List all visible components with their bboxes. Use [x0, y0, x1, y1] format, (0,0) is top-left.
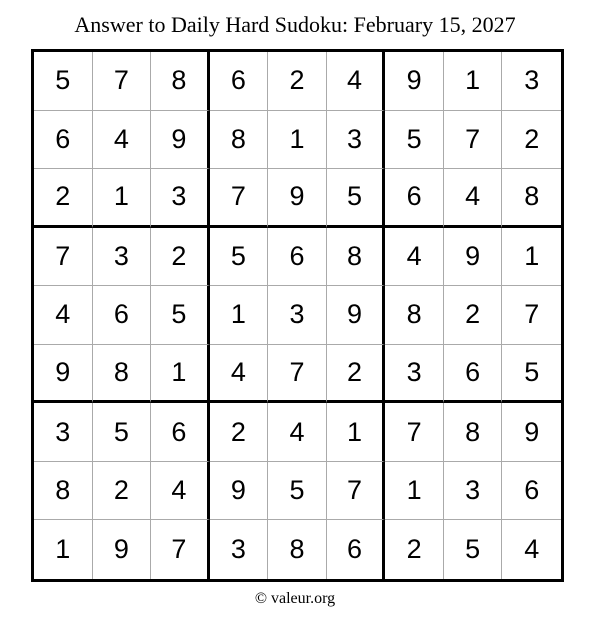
- sudoku-cell-r7-c8: 8: [444, 403, 503, 462]
- sudoku-cell-r1-c2: 7: [93, 52, 152, 111]
- sudoku-cell-r6-c1: 9: [34, 345, 93, 404]
- sudoku-cell-r5-c3: 5: [151, 286, 210, 345]
- sudoku-cell-r2-c5: 1: [268, 111, 327, 170]
- sudoku-cell-r7-c9: 9: [502, 403, 561, 462]
- copyright-footer: © valeur.org: [254, 590, 336, 607]
- sudoku-cell-r7-c4: 2: [210, 403, 269, 462]
- sudoku-cell-r2-c1: 6: [34, 111, 93, 170]
- page-title: Answer to Daily Hard Sudoku: February 15, 2027: [74, 12, 516, 37]
- sudoku-cell-r5-c7: 8: [385, 286, 444, 345]
- sudoku-cell-r2-c3: 9: [151, 111, 210, 170]
- sudoku-cell-r1-c7: 9: [385, 52, 444, 111]
- sudoku-cell-r2-c9: 2: [502, 111, 561, 170]
- sudoku-cell-r4-c8: 9: [444, 228, 503, 287]
- sudoku-cell-r5-c8: 2: [444, 286, 503, 345]
- sudoku-cell-r3-c4: 7: [210, 169, 269, 228]
- sudoku-cell-r8-c8: 3: [444, 462, 503, 521]
- sudoku-cell-r1-c9: 3: [502, 52, 561, 111]
- sudoku-cell-r9-c4: 3: [210, 520, 269, 579]
- sudoku-cell-r2-c6: 3: [327, 111, 386, 170]
- sudoku-cell-r1-c5: 2: [268, 52, 327, 111]
- sudoku-cell-r6-c6: 2: [327, 345, 386, 404]
- sudoku-cell-r8-c3: 4: [151, 462, 210, 521]
- sudoku-cell-r4-c3: 2: [151, 228, 210, 287]
- sudoku-cell-r9-c5: 8: [268, 520, 327, 579]
- sudoku-cell-r5-c2: 6: [93, 286, 152, 345]
- sudoku-cell-r4-c2: 3: [93, 228, 152, 287]
- sudoku-cell-r6-c3: 1: [151, 345, 210, 404]
- sudoku-cell-r6-c7: 3: [385, 345, 444, 404]
- sudoku-cell-r7-c7: 7: [385, 403, 444, 462]
- sudoku-cell-r3-c8: 4: [444, 169, 503, 228]
- sudoku-cell-r4-c6: 8: [327, 228, 386, 287]
- sudoku-cell-r9-c1: 1: [34, 520, 93, 579]
- sudoku-cell-r8-c5: 5: [268, 462, 327, 521]
- sudoku-cell-r3-c3: 3: [151, 169, 210, 228]
- sudoku-cell-r9-c3: 7: [151, 520, 210, 579]
- sudoku-cell-r8-c4: 9: [210, 462, 269, 521]
- sudoku-cell-r1-c4: 6: [210, 52, 269, 111]
- sudoku-cell-r7-c6: 1: [327, 403, 386, 462]
- sudoku-board: [31, 49, 564, 582]
- sudoku-cell-r7-c3: 6: [151, 403, 210, 462]
- sudoku-cell-r2-c4: 8: [210, 111, 269, 170]
- sudoku-cell-r1-c1: 5: [34, 52, 93, 111]
- sudoku-cell-r8-c1: 8: [34, 462, 93, 521]
- sudoku-cell-r8-c7: 1: [385, 462, 444, 521]
- sudoku-cell-r5-c9: 7: [502, 286, 561, 345]
- sudoku-cell-r5-c4: 1: [210, 286, 269, 345]
- sudoku-cell-r9-c8: 5: [444, 520, 503, 579]
- sudoku-cell-r7-c2: 5: [93, 403, 152, 462]
- sudoku-cell-r4-c9: 1: [502, 228, 561, 287]
- sudoku-cell-r4-c7: 4: [385, 228, 444, 287]
- sudoku-cell-r5-c1: 4: [34, 286, 93, 345]
- sudoku-cell-r1-c3: 8: [151, 52, 210, 111]
- sudoku-cell-r4-c1: 7: [34, 228, 93, 287]
- sudoku-cell-r8-c2: 2: [93, 462, 152, 521]
- sudoku-cell-r1-c8: 1: [444, 52, 503, 111]
- sudoku-cell-r6-c9: 5: [502, 345, 561, 404]
- sudoku-cell-r8-c6: 7: [327, 462, 386, 521]
- sudoku-cell-r6-c5: 7: [268, 345, 327, 404]
- sudoku-cell-r3-c2: 1: [93, 169, 152, 228]
- sudoku-cell-r3-c9: 8: [502, 169, 561, 228]
- sudoku-cell-r4-c4: 5: [210, 228, 269, 287]
- sudoku-cell-r2-c8: 7: [444, 111, 503, 170]
- sudoku-cell-r3-c5: 9: [268, 169, 327, 228]
- sudoku-cell-r5-c6: 9: [327, 286, 386, 345]
- sudoku-cell-r7-c5: 4: [268, 403, 327, 462]
- sudoku-cell-r6-c2: 8: [93, 345, 152, 404]
- sudoku-cell-r2-c2: 4: [93, 111, 152, 170]
- sudoku-cell-r8-c9: 6: [502, 462, 561, 521]
- sudoku-cell-r6-c8: 6: [444, 345, 503, 404]
- sudoku-cell-r9-c9: 4: [524, 534, 540, 565]
- sudoku-cell-r3-c7: 6: [385, 169, 444, 228]
- sudoku-cell-r6-c4: 4: [210, 345, 269, 404]
- sudoku-cell-r4-c5: 6: [268, 228, 327, 287]
- sudoku-cell-r1-c6: 4: [327, 52, 386, 111]
- sudoku-cell-r9-c2: 9: [93, 520, 152, 579]
- sudoku-cell-r9-c7: 2: [385, 520, 444, 579]
- sudoku-cell-r9-c6: 6: [327, 520, 386, 579]
- sudoku-cell-r3-c6: 5: [327, 169, 386, 228]
- sudoku-cell-r3-c1: 2: [34, 169, 93, 228]
- sudoku-cell-r7-c1: 3: [34, 403, 93, 462]
- sudoku-cell-r5-c5: 3: [268, 286, 327, 345]
- sudoku-cell-r2-c7: 5: [385, 111, 444, 170]
